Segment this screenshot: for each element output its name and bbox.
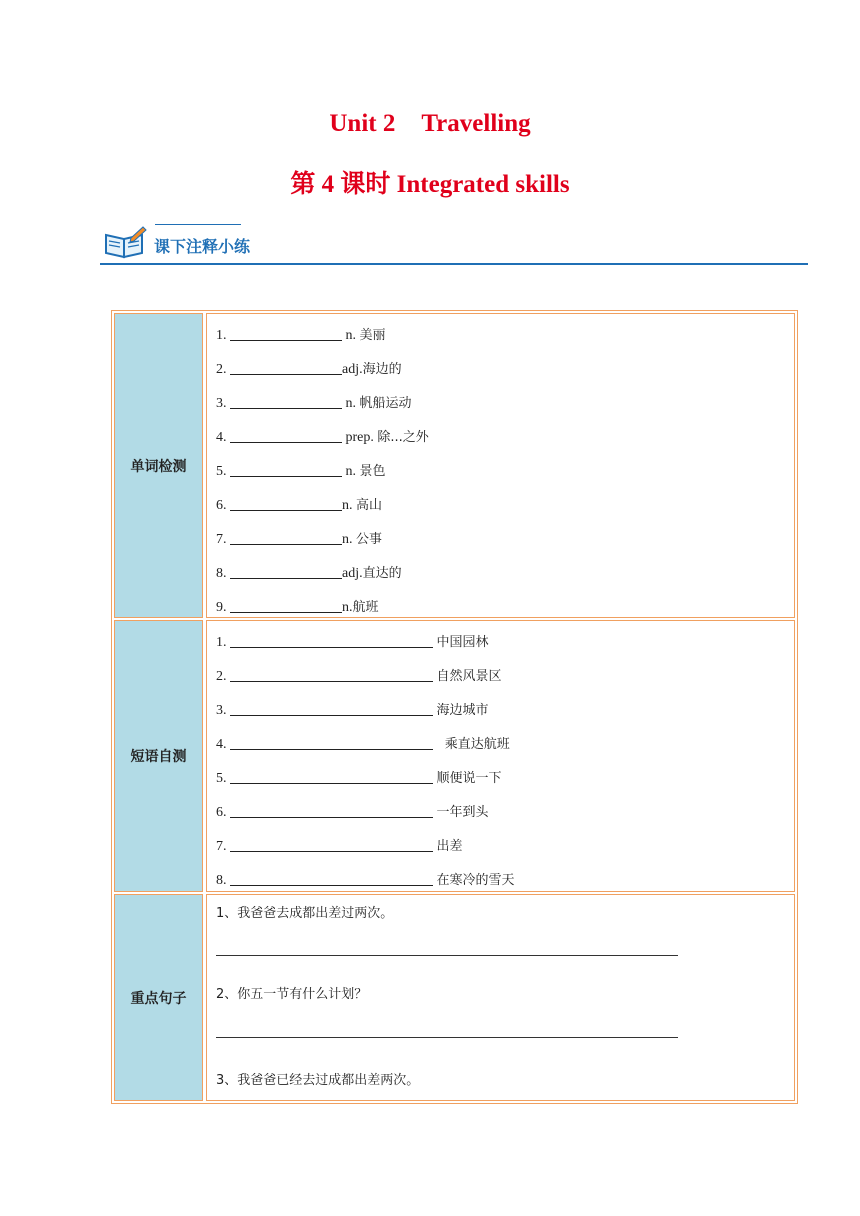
answer-blank[interactable] bbox=[230, 394, 342, 409]
word-item: 7. n. 公事 bbox=[216, 532, 383, 547]
answer-blank[interactable] bbox=[230, 871, 433, 886]
sentence-item: 3、我爸爸已经去过成都出差两次。 bbox=[216, 1073, 420, 1088]
phrase-item: 6. 一年到头 bbox=[216, 805, 489, 820]
sentences-cell bbox=[206, 894, 795, 1101]
phrase-item: 8. 在寒冷的雪天 bbox=[216, 873, 515, 888]
section-header bbox=[100, 221, 810, 269]
word-item: 4. prep. 除...之外 bbox=[216, 430, 429, 445]
answer-blank[interactable] bbox=[230, 667, 433, 682]
unit-number: Unit 2 bbox=[329, 110, 396, 137]
sentence-answer-line[interactable] bbox=[216, 955, 678, 956]
sentence-item: 2、你五一节有什么计划？ bbox=[216, 987, 368, 1002]
answer-blank[interactable] bbox=[230, 769, 433, 784]
phrases-label-cell bbox=[114, 620, 203, 892]
phrases-label: 短语自测 bbox=[130, 749, 187, 765]
answer-blank[interactable] bbox=[230, 598, 342, 613]
unit-title bbox=[0, 110, 860, 138]
answer-blank[interactable] bbox=[230, 803, 433, 818]
answer-blank[interactable] bbox=[230, 326, 342, 341]
unit-topic: Travelling bbox=[421, 110, 531, 137]
answer-blank[interactable] bbox=[230, 735, 433, 750]
words-label-cell bbox=[114, 313, 203, 618]
word-item: 2. adj.海边的 bbox=[216, 362, 402, 377]
sentence-item: 1、我爸爸去成都出差过两次。 bbox=[216, 906, 394, 921]
answer-blank[interactable] bbox=[230, 462, 342, 477]
word-item: 1. n. 美丽 bbox=[216, 328, 386, 343]
words-row bbox=[114, 313, 795, 618]
phrase-item: 1. 中国园林 bbox=[216, 635, 489, 650]
word-item: 6. n. 高山 bbox=[216, 498, 383, 513]
sentences-label: 重点句子 bbox=[130, 990, 187, 1007]
word-item: 5. n. 景色 bbox=[216, 464, 386, 479]
answer-blank[interactable] bbox=[230, 496, 342, 511]
word-item: 3. n. 帆船运动 bbox=[216, 396, 412, 411]
answer-blank[interactable] bbox=[230, 564, 342, 579]
phrases-cell bbox=[206, 620, 795, 892]
words-label: 单词检测 bbox=[130, 458, 187, 475]
phrase-item: 3. 海边城市 bbox=[216, 703, 489, 718]
sentences-label-cell bbox=[114, 894, 203, 1101]
sentence-answer-line[interactable] bbox=[216, 1037, 678, 1038]
words-cell bbox=[206, 313, 795, 618]
section-label: 课下注释小练 bbox=[154, 237, 251, 256]
answer-blank[interactable] bbox=[230, 633, 433, 648]
answer-blank[interactable] bbox=[230, 837, 433, 852]
lesson-title: 第 4 课时 Integrated skills bbox=[290, 171, 570, 198]
exercise-table bbox=[111, 310, 798, 1104]
word-item: 9. n.航班 bbox=[216, 600, 379, 615]
answer-blank[interactable] bbox=[230, 360, 342, 375]
phrase-item: 2. 自然风景区 bbox=[216, 669, 502, 684]
phrase-item: 5. 顺便说一下 bbox=[216, 771, 502, 786]
book-pencil-icon bbox=[103, 226, 147, 260]
sentences-row bbox=[114, 894, 795, 1101]
header-rule bbox=[100, 263, 808, 265]
phrase-item: 7. 出差 bbox=[216, 839, 463, 854]
header-top-rule bbox=[155, 224, 241, 225]
answer-blank[interactable] bbox=[230, 530, 342, 545]
word-item: 8. adj.直达的 bbox=[216, 566, 402, 581]
answer-blank[interactable] bbox=[230, 701, 433, 716]
answer-blank[interactable] bbox=[230, 428, 342, 443]
phrases-row bbox=[114, 620, 795, 892]
phrase-item: 4. 乘直达航班 bbox=[216, 737, 510, 752]
